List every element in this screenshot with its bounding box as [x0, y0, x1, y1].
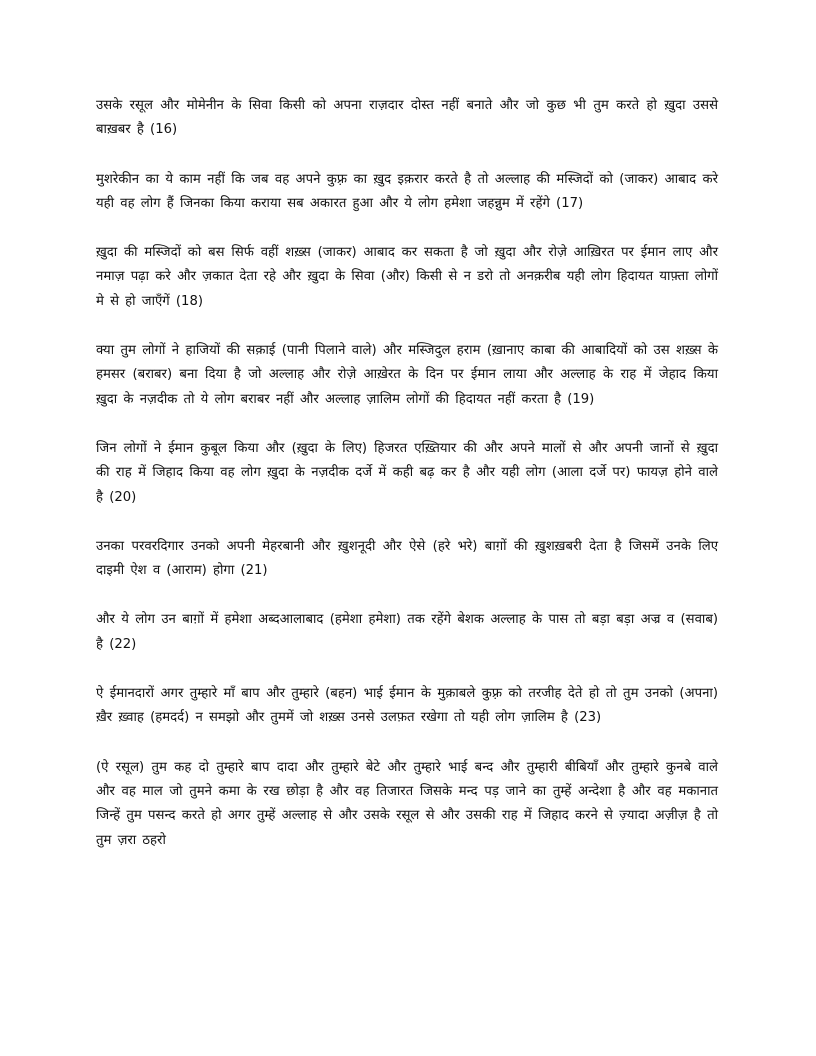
paragraph-verse-17: मुशरेकीन का ये काम नहीं कि जब वह अपने कुफ़्र का ख़ुद इक़रार करते है तो अल्लाह की मस्जिदों को (जाकर) आबाद करे यही वह लोग हैं जिनका किया कराया सब अकारत हुआ और ये लोग हमेशा जहन्नुम में रहेंगे (17)	[96, 171, 718, 211]
paragraph-verse-22: और ये लोग उन बाग़ों में हमेशा अब्दआलाबाद (हमेशा हमेशा) तक रहेंगे बेशक अल्लाह के पास तो बड़ा बड़ा अज्र व (सवाब) है (22)	[96, 612, 718, 652]
document-page	[96, 94, 718, 878]
paragraph-verse-20: जिन लोगों ने ईमान कुबूल किया और (ख़ुदा के लिए) हिजरत एख़्तियार की और अपने मालों से और अपनी जानों से ख़ुदा की राह में जिहाद किया वह लोग ख़ुदा के नज़दीक दर्जे में कही बढ़ कर है और यही लोग (आला दर्जे पर) फायज़ होने वाले है (20)	[96, 440, 718, 505]
paragraph-verse-19: क्या तुम लोगों ने हाजियों की सक़ाई (पानी पिलाने वाले) और मस्जिदुल हराम (ख़ानाए काबा की आबादियों को उस शख़्स के हमसर (बराबर) बना दिया है जो अल्लाह और रोज़े आख़ेरत के दिन पर ईमान लाया और अल्लाह के राह में जेहाद किया ख़ुदा के नज़दीक तो ये लोग बराबर नहीं और अल्लाह ज़ालिम लोगों की हिदायत नहीं करता है (19)	[96, 343, 718, 407]
paragraph-verse-21: उनका परवरदिगार उनको अपनी मेहरबानी और ख़ुशनूदी और ऐसे (हरे भरे) बाग़ों की ख़ुशख़बरी देता है जिसमें उनके लिए दाइमी ऐश व (आराम) होगा (21)	[96, 538, 718, 579]
paragraph-verse-18: ख़ुदा की मस्जिदों को बस सिर्फ वहीं शख़्स (जाकर) आबाद कर सकता है जो ख़ुदा और रोज़े आख़िरत पर ईमान लाए और नमाज़ पढ़ा करे और ज़कात देता रहे और ख़ुदा के सिवा (और) किसी से न डरो तो अनक़रीब यही लोग हिदायत याफ़्ता लोगों मे से हो जाएँगें (18)	[96, 245, 718, 309]
paragraph-verse-16: उसके रसूल और मोमेनीन के सिवा किसी को अपना राज़दार दोस्त नहीं बनाते और जो कुछ भी तुम करते हो ख़ुदा उससे बाख़बर है (16)	[96, 98, 718, 138]
paragraph-verse-24: (ऐ रसूल) तुम कह दो तुम्हारे बाप दादा और तुम्हारे बेटे और तुम्हारे भाई बन्द और तुम्हारी बीबियाँ और तुम्हारे कुनबे वाले और वह माल जो तुमने कमा के रख छोड़ा है और वह तिजारत जिसके मन्द पड़ जाने का तुम्हें अन्देशा है और वह मकानात जिन्हें तुम पसन्द करते हो अगर तुम्हें अल्लाह से और उसके रसूल से और उसकी राह में जिहाद करने से ज़्यादा अज़ीज़ है तो तुम ज़रा ठहरो	[96, 759, 718, 848]
paragraph-verse-23: ऐ ईमानदारों अगर तुम्हारे माँ बाप और तुम्हारे (बहन) भाई ईमान के मुक़ाबले कुफ़्र को तरजीह देते हो तो तुम उनको (अपना) ख़ैर ख़्वाह (हमदर्द) न समझो और तुममें जो शख़्स उनसे उलफ़त रखेगा तो यही लोग ज़ालिम है (23)	[96, 686, 718, 726]
